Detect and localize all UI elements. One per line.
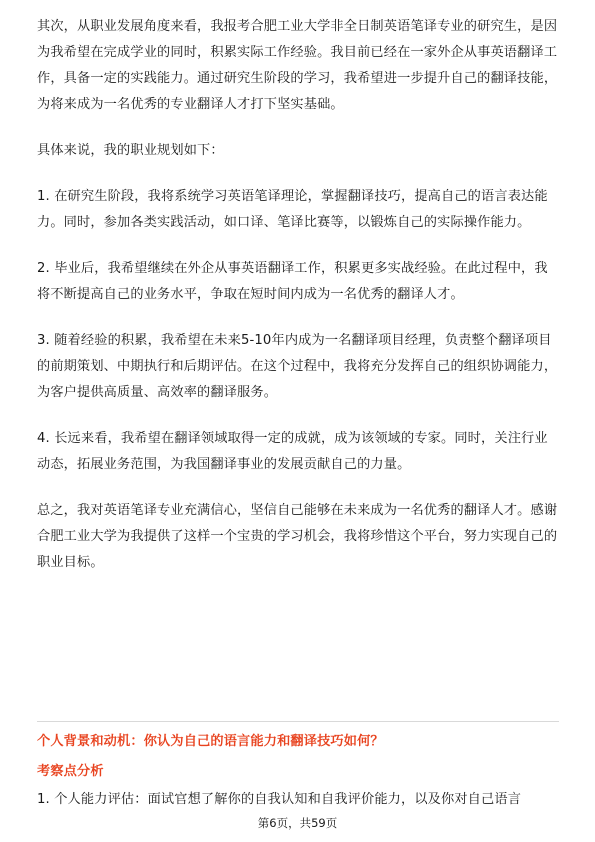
paragraph-plan-item-1: 1. 在研究生阶段，我将系统学习英语笔译理论，掌握翻译技巧，提高自己的语言表达能力。同时，参加各类实践活动，如口译、笔译比赛等，以锻炼自己的实际操作能力。 <box>37 189 548 230</box>
body-text <box>37 14 561 596</box>
paragraph-conclusion: 总之，我对英语笔译专业充满信心，坚信自己能够在未来成为一名优秀的翻译人才。感谢合肥工业大学为我提供了这样一个宝贵的学习机会，我将珍惜这个平台，努力实现自己的职业目标。 <box>37 503 558 570</box>
paragraph-career-plan-intro: 具体来说，我的职业规划如下： <box>37 143 224 158</box>
paragraph-plan-item-2: 2. 毕业后，我希望继续在外企从事英语翻译工作，积累更多实战经验。在此过程中，我将不断提高自己的业务水平，争取在短时间内成为一名优秀的翻译人才。 <box>37 261 548 302</box>
paragraph-career-motivation: 其次，从职业发展角度来看，我报考合肥工业大学非全日制英语笔译专业的研究生，是因为我希望在完成学业的同时，积累实际工作经验。我目前已经在一家外企从事英语翻译工作，具备一定的实践能力。通过研究生阶段的学习，我希望进一步提升自己的翻译技能，为将来成为一名优秀的专业翻译人才打下坚实基础。 <box>37 19 558 112</box>
analysis-heading: 考察点分析 <box>37 764 104 779</box>
analysis-point-1: 1. 个人能力评估：面试官想了解你的自我认知和自我评价能力，以及你对自己语言 <box>37 792 522 807</box>
paragraph-plan-item-4: 4. 长远来看，我希望在翻译领域取得一定的成就，成为该领域的专家。同时，关注行业动态，拓展业务范围，为我国翻译事业的发展贡献自己的力量。 <box>37 431 548 472</box>
section-divider <box>37 721 559 722</box>
page-number: 第6页，共59页 <box>257 816 338 830</box>
paragraph-plan-item-3: 3. 随着经验的积累，我希望在未来5-10年内成为一名翻译项目经理，负责整个翻译项目的前期策划、中期执行和后期评估。在这个过程中，我将充分发挥自己的组织协调能力，为客户提供高质量、高效率的翻译服务。 <box>37 333 558 400</box>
question-heading: 个人背景和动机：你认为自己的语言能力和翻译技巧如何？ <box>37 734 384 749</box>
